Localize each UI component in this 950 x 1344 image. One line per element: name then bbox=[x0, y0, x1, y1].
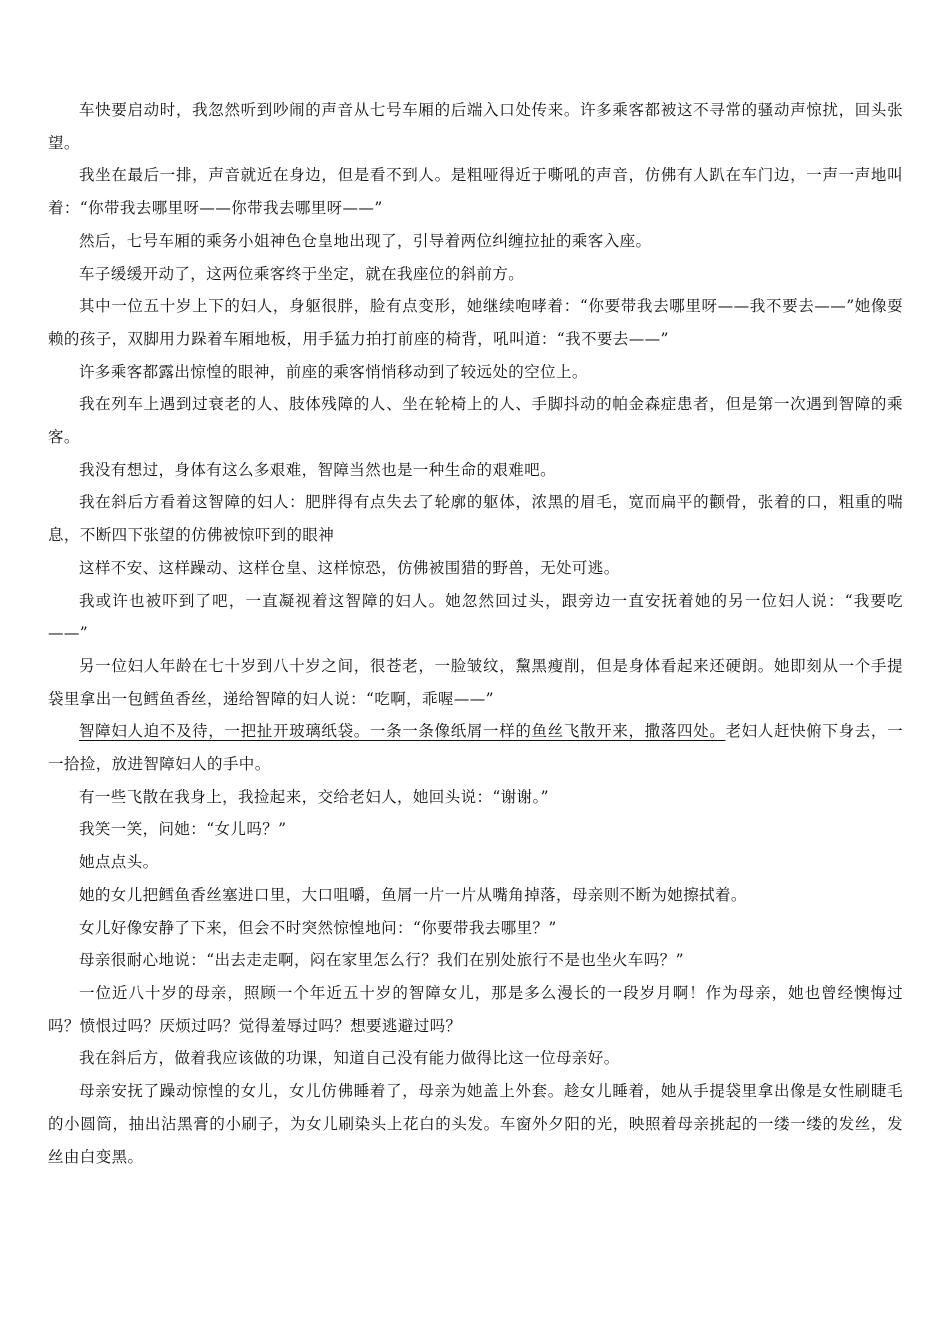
paragraph-20: 一位近八十岁的母亲，照顾一个年近五十岁的智障女儿，那是多么漫长的一段岁月啊！作为母亲，她也曾经懊悔过吗？愤恨过吗？厌烦过吗？觉得羞辱过吗？想要逃避过吗？ bbox=[48, 983, 903, 1035]
paragraph-21: 我在斜后方，做着我应该做的功课，知道自己没有能力做得比这一位母亲好。 bbox=[79, 1049, 620, 1068]
paragraph-3: 然后，七号车厢的乘务小姐神色仓皇地出现了，引导着两位纠缠拉扯的乘客入座。 bbox=[79, 231, 652, 250]
paragraph-14: 有一些飞散在我身上，我捡起来，交给老妇人，她回头说：“谢谢。” bbox=[79, 787, 550, 806]
paragraph-15: 我笑一笑，问她：“女儿吗？” bbox=[79, 820, 287, 839]
paragraph-22: 母亲安抚了躁动惊惶的女儿，女儿仿佛睡着了，母亲为她盖上外套。趁女儿睡着，她从手提袋里拿出像是女性刷睫毛的小圆筒，抽出沾黑膏的小刷子，为女儿刷染头上花白的头发。车窗外夕阳的光，映照着母亲挑起的一缕一缕的发丝，发丝由白变黑。 bbox=[48, 1082, 903, 1166]
paragraph-16: 她点点头。 bbox=[79, 853, 159, 872]
paragraph-19: 母亲很耐心地说：“出去走走啊，闷在家里怎么行？我们在别处旅行不是也坐火车吗？” bbox=[79, 951, 684, 970]
paragraph-6: 许多乘客都露出惊惶的眼神，前座的乘客悄悄移动到了较远处的空位上。 bbox=[79, 362, 588, 381]
paragraph-13 bbox=[48, 715, 903, 780]
paragraph-17: 她的女儿把鳕鱼香丝塞进口里，大口咀嚼，鱼屑一片一片从嘴角掉落，母亲则不断为她擦拭着。 bbox=[79, 885, 747, 904]
article-body bbox=[48, 94, 903, 1173]
paragraph-1: 车快要启动时，我忽然听到吵闹的声音从七号车厢的后端入口处传来。许多乘客都被这不寻常的骚动声惊扰，回头张望。 bbox=[48, 101, 903, 152]
paragraph-7: 我在列车上遇到过衰老的人、肢体残障的人、坐在轮椅上的人、手脚抖动的帕金森症患者，但是第一次遇到智障的乘客。 bbox=[48, 395, 903, 447]
paragraph-12: 另一位妇人年龄在七十岁到八十岁之间，很苍老，一脸皱纹，黧黑瘦削，但是身体看起来还硬朗。她即刻从一个手提袋里拿出一包鳕鱼香丝，递给智障的妇人说：“吃啊，乖喔——” bbox=[48, 656, 903, 708]
paragraph-8: 我没有想过，身体有这么多艰难，智障当然也是一种生命的艰难吧。 bbox=[79, 460, 557, 479]
paragraph-9: 我在斜后方看着这智障的妇人：肥胖得有点失去了轮廓的躯体，浓黑的眉毛，宽而扁平的颧骨，张着的口，粗重的喘息，不断四下张望的仿佛被惊吓到的眼神 bbox=[48, 493, 903, 545]
paragraph-2: 我坐在最后一排，声音就近在身边，但是看不到人。是粗哑得近于嘶吼的声音，仿佛有人趴在车门边，一声一声地叫着：“你带我去哪里呀——你带我去哪里呀——” bbox=[48, 166, 903, 218]
paragraph-11: 我或许也被吓到了吧，一直凝视着这智障的妇人。她忽然回过头，跟旁边一直安抚着她的另一位妇人说：“我要吃——” bbox=[48, 591, 903, 643]
paragraph-4: 车子缓缓开动了，这两位乘客终于坐定，就在我座位的斜前方。 bbox=[79, 264, 525, 283]
paragraph-10: 这样不安、这样躁动、这样仓皇、这样惊恐，仿佛被围猎的野兽，无处可逃。 bbox=[79, 558, 620, 577]
paragraph-5: 其中一位五十岁上下的妇人，身躯很胖，脸有点变形，她继续咆哮着：“你要带我去哪里呀——我不要去——”她像耍赖的孩子，双脚用力跺着车厢地板，用手猛力拍打前座的椅背，吼叫道：“我不要去——” bbox=[48, 297, 903, 348]
paragraph-18: 女儿好像安静了下来，但会不时突然惊惶地问：“你要带我去哪里？” bbox=[79, 918, 557, 937]
underlined-sentence: 智障妇人迫不及待，一把扯开玻璃纸袋。一条一条像纸屑一样的鱼丝飞散开来，撒落四处。 bbox=[79, 722, 726, 741]
paragraph-13-rest: 老妇人赶快俯下身去，一一拾捡，放进智障妇人的手中。 bbox=[48, 722, 903, 774]
